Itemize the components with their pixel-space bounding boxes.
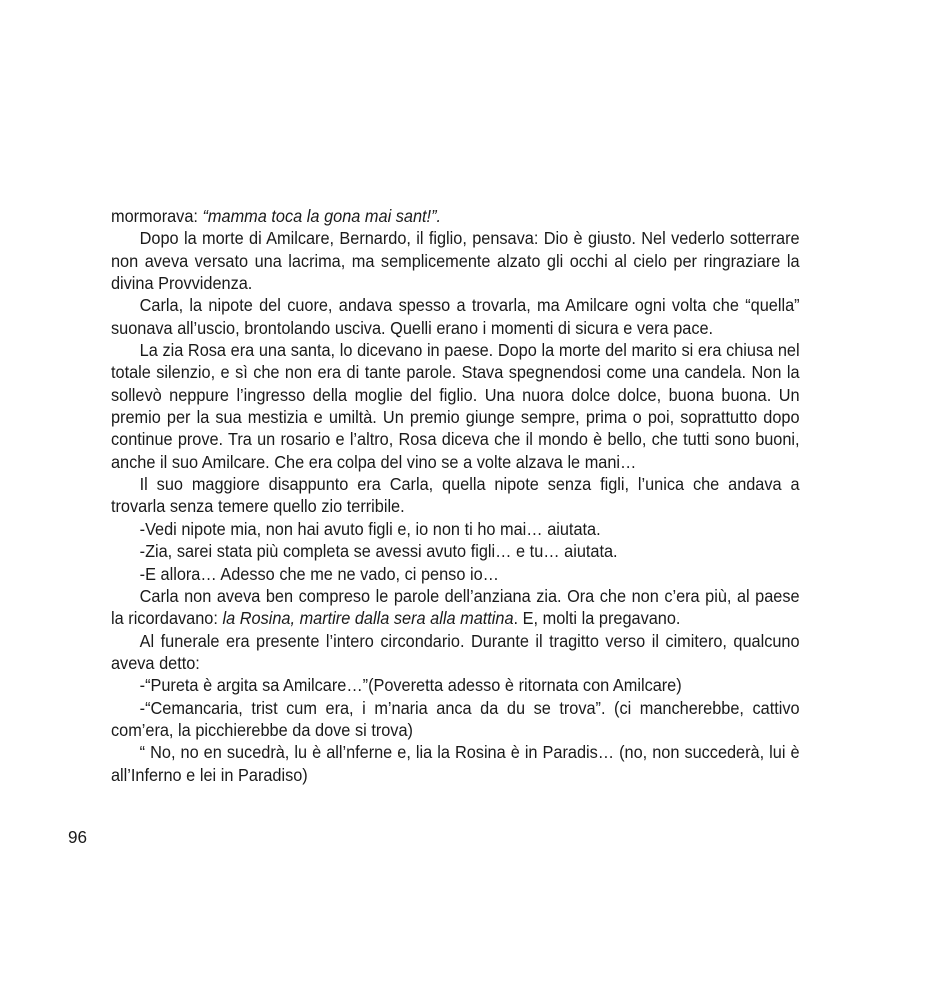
paragraph xyxy=(111,474,800,519)
text-run: Il suo maggiore disappunto era Carla, quella nipote senza figli, l’unica che andava a trovarla senza temere quello zio terribile. xyxy=(111,475,800,517)
paragraph xyxy=(111,564,800,586)
italic-text-run: “mamma toca la gona mai sant!”. xyxy=(202,207,442,226)
text-run: “ No, no en sucedrà, lu è all’nferne e, lia la Rosina è in Paradis… (no, non succederà, lui è all’Inferno e lei in Paradiso) xyxy=(111,743,800,785)
text-run: Dopo la morte di Amilcare, Bernardo, il figlio, pensava: Dio è giusto. Nel vederlo sotterrare non aveva versato una lacrima, ma semplicemente alzato gli occhi al cielo per ringraziare la divina Provvidenza. xyxy=(111,229,800,294)
text-run: -“Pureta è argita sa Amilcare…”(Poveretta adesso è ritornata con Amilcare) xyxy=(139,676,682,696)
paragraph xyxy=(111,631,800,676)
paragraph xyxy=(111,206,800,228)
text-run: . E, molti la pregavano. xyxy=(513,609,681,629)
paragraph xyxy=(111,519,800,541)
text-run: -“Cemancaria, trist cum era, i m’naria anca da du se trova”. (ci mancherebbe, cattivo com’era, la picchierebbe da dove si trova) xyxy=(111,698,800,740)
italic-text-run: la Rosina, martire dalla sera alla mattina xyxy=(222,609,514,629)
paragraph xyxy=(111,698,800,743)
text-run: mormorava: xyxy=(111,207,203,226)
paragraph xyxy=(111,228,800,295)
text-run: -E allora… Adesso che me ne vado, ci penso io… xyxy=(139,564,499,584)
paragraph xyxy=(111,675,800,697)
text-run: Al funerale era presente l’intero circondario. Durante il tragitto verso il cimitero, qualcuno aveva detto: xyxy=(111,631,800,673)
text-run: Carla, la nipote del cuore, andava spesso a trovarla, ma Amilcare ogni volta che “quella” suonava all’uscio, brontolando usciva. Quelli erano i momenti di sicura e vera pace. xyxy=(111,296,800,338)
text-run: -Zia, sarei stata più completa se avessi avuto figli… e tu… aiutata. xyxy=(139,542,618,562)
text-run: -Vedi nipote mia, non hai avuto figli e, io non ti ho mai… aiutata. xyxy=(139,519,601,539)
paragraph xyxy=(111,541,800,563)
text-run: Carla non aveva ben compreso le parole dell’anziana zia. Ora che non c’era più, al paese la ricordavano: xyxy=(111,586,800,629)
paragraph xyxy=(111,295,800,340)
paragraph xyxy=(111,742,800,787)
text-run: La zia Rosa era una santa, lo dicevano in paese. Dopo la morte del marito si era chiusa nel totale silenzio, e sì che non era di tante parole. Stava spegnendosi come una candela. Non la sollevò neppure l’ingresso della moglie del figlio. Una nuora dolce dolce, buona buona. Un premio per la sua mestizia e umiltà. Un premio giunge sempre, prima o poi, soprattutto dopo continue prove. Tra un rosario e l’altro, Rosa diceva che il mondo è bello, che tutti sono buoni, anche il suo Amilcare. Che era colpa del vino se a volte alzava le mani… xyxy=(111,341,800,472)
page-number: 96 xyxy=(68,828,88,847)
page-body-text xyxy=(111,206,800,787)
paragraph xyxy=(111,586,800,631)
paragraph xyxy=(111,340,800,474)
